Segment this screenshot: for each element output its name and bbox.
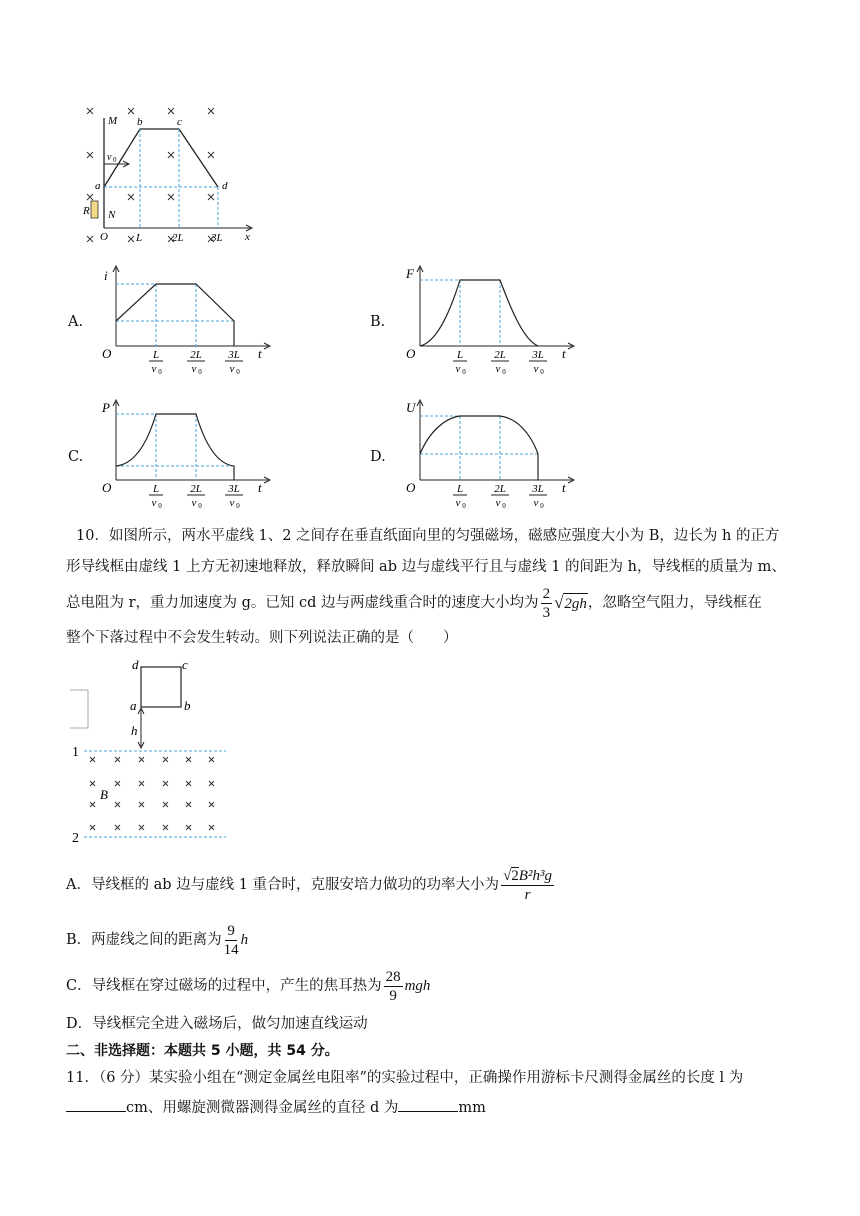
- q10-line2: 形导线框由虚线 1 上方无初速地释放，释放瞬间 ab 边与虚线平行且与虚线 1 的间距为 h，导线框的质量为 m、: [66, 559, 786, 575]
- label-v0: v: [107, 152, 112, 163]
- svg-text:v: v: [191, 497, 197, 509]
- svg-text:O: O: [406, 346, 416, 361]
- svg-text:L: L: [152, 483, 160, 495]
- svg-text:v: v: [495, 497, 501, 509]
- label-L: L: [136, 232, 143, 244]
- q11-blank-length[interactable]: [66, 1097, 126, 1112]
- q10-line1: 10．如图所示，两水平虚线 1、2 之间存在垂直纸面向里的匀强磁场，磁感应强度大小为 B，边长为 h 的正方: [76, 528, 780, 544]
- svg-text:t: t: [258, 480, 262, 495]
- label-x: x: [245, 231, 250, 243]
- svg-text:v: v: [455, 497, 461, 509]
- svg-text:0: 0: [540, 368, 544, 376]
- q10-option-B: B．两虚线之间的距离为 $\frac{9}{14}$ h: [66, 922, 249, 958]
- label-N: N: [108, 209, 116, 221]
- svg-text:0: 0: [158, 502, 162, 510]
- label-R: R: [83, 205, 90, 217]
- q10-speed-root: 2gh: [563, 593, 588, 614]
- q10-option-C-text: C．导线框在穿过磁场的过程中，产生的焦耳热为: [66, 978, 382, 994]
- q10-option-C-fraction: $\frac{28}{9}$: [385, 968, 401, 1004]
- graph-A-current: [98, 262, 278, 380]
- svg-text:c: c: [182, 657, 188, 672]
- svg-text:2L: 2L: [494, 349, 506, 361]
- line-2-label: 2: [72, 831, 79, 846]
- svg-text:0: 0: [236, 368, 240, 376]
- svg-text:0: 0: [502, 502, 506, 510]
- label-a: a: [95, 180, 101, 192]
- svg-text:3L: 3L: [532, 483, 544, 495]
- graph-A-yaxis: i: [104, 268, 108, 283]
- label-d: d: [222, 180, 228, 192]
- svg-text:h: h: [131, 723, 138, 738]
- svg-text:2L: 2L: [190, 349, 202, 361]
- q10-line3-tail: ，忽略空气阻力，导线框在: [587, 595, 762, 611]
- svg-text:L: L: [456, 349, 464, 361]
- svg-text:b: b: [184, 698, 191, 713]
- q10-option-B-text: B．两虚线之间的距离为: [66, 932, 222, 948]
- q11-line2: [66, 1097, 486, 1118]
- svg-text:t: t: [562, 480, 566, 495]
- svg-text:v: v: [229, 497, 235, 509]
- q10-option-A-fraction: $\frac{\text{√2B²h³g}}{r}$: [503, 867, 552, 903]
- svg-text:t: t: [258, 346, 262, 361]
- q10-option-A-text: A．导线框的 ab 边与虚线 1 重合时，克服安培力做功的功率大小为: [66, 877, 500, 893]
- option-C-letter: C.: [68, 449, 84, 465]
- label-3L: 3L: [211, 232, 223, 244]
- square-frame: [141, 667, 181, 707]
- svg-text:3L: 3L: [228, 349, 240, 361]
- svg-text:d: d: [132, 657, 139, 672]
- graph-D-yaxis: U: [406, 400, 416, 415]
- svg-text:0: 0: [158, 368, 162, 376]
- svg-text:2L: 2L: [190, 483, 202, 495]
- q10-figure: [66, 650, 236, 850]
- resistor: [91, 201, 98, 218]
- guide-lines: [104, 129, 218, 228]
- q10-line3-text: 总电阻为 r，重力加速度为 g。已知 cd 边与两虚线重合时的速度大小均为: [66, 595, 539, 611]
- svg-text:v: v: [151, 497, 157, 509]
- svg-text:v: v: [455, 363, 461, 375]
- svg-text:2L: 2L: [494, 483, 506, 495]
- line-1-label: 1: [72, 745, 79, 760]
- field-crosses: [87, 108, 214, 242]
- section-2-heading: 二、非选择题：本题共 5 小题，共 54 分。: [66, 1043, 339, 1059]
- label-c: c: [177, 116, 182, 128]
- svg-text:v: v: [229, 363, 235, 375]
- q11-unit-mm: mm: [458, 1100, 486, 1116]
- q9-main-figure: [78, 100, 258, 250]
- graph-A-origin: O: [102, 346, 112, 361]
- q10-speed-fraction: $\frac{2}{3}$: [542, 585, 551, 621]
- svg-text:0: 0: [502, 368, 506, 376]
- graph-D-voltage: [402, 396, 582, 514]
- svg-text:L: L: [152, 349, 160, 361]
- label-O: O: [100, 231, 108, 243]
- sqrt-symbol: √: [554, 593, 564, 612]
- option-D-letter: D.: [370, 449, 386, 465]
- svg-text:0: 0: [540, 502, 544, 510]
- q10-line4: 整个下落过程中不会发生转动。则下列说法正确的是（ ）: [66, 630, 458, 646]
- q10-option-D: D．导线框完全进入磁场后，做匀加速直线运动: [66, 1016, 368, 1032]
- graph-B-yaxis: F: [406, 266, 414, 281]
- option-A-letter: A.: [68, 314, 84, 330]
- graph-C-power: [98, 396, 278, 514]
- label-M: M: [108, 115, 118, 127]
- svg-text:v: v: [533, 497, 539, 509]
- svg-text:0: 0: [462, 502, 466, 510]
- field-crosses-q10: [90, 757, 214, 830]
- frame-fragment: [70, 690, 88, 728]
- graph-B-force: [402, 262, 582, 380]
- svg-text:v: v: [191, 363, 197, 375]
- option-B-letter: B.: [370, 314, 386, 330]
- q11-unit-cm: cm、用螺旋测微器测得金属丝的直径 d 为: [126, 1100, 399, 1116]
- svg-text:v: v: [533, 363, 539, 375]
- svg-text:a: a: [130, 698, 137, 713]
- graph-C-yaxis: P: [102, 400, 110, 415]
- svg-text:v: v: [495, 363, 501, 375]
- field-B-label: B: [100, 787, 108, 802]
- q11-line1: 11．（6 分）某实验小组在“测定金属丝电阻率”的实验过程中，正确操作用游标卡尺测得金属丝的长度 l 为: [66, 1070, 744, 1086]
- svg-text:0: 0: [462, 368, 466, 376]
- label-v0-sub: 0: [113, 156, 117, 164]
- q10-option-C: C．导线框在穿过磁场的过程中，产生的焦耳热为 $\frac{28}{9}$ mgh: [66, 968, 431, 1004]
- svg-text:0: 0: [236, 502, 240, 510]
- svg-text:O: O: [406, 480, 416, 495]
- q11-blank-diameter[interactable]: [398, 1097, 458, 1112]
- wire-shape: [104, 129, 218, 187]
- label-b: b: [137, 116, 143, 128]
- svg-text:0: 0: [198, 502, 202, 510]
- q10-option-A: [66, 862, 556, 908]
- q10-line3: [66, 585, 762, 621]
- svg-text:t: t: [562, 346, 566, 361]
- svg-text:3L: 3L: [532, 349, 544, 361]
- svg-text:L: L: [456, 483, 464, 495]
- label-2L: 2L: [172, 232, 184, 244]
- svg-text:3L: 3L: [228, 483, 240, 495]
- svg-text:0: 0: [198, 368, 202, 376]
- q10-option-B-fraction: $\frac{9}{14}$: [223, 922, 239, 958]
- svg-text:O: O: [102, 480, 112, 495]
- svg-text:v: v: [151, 363, 157, 375]
